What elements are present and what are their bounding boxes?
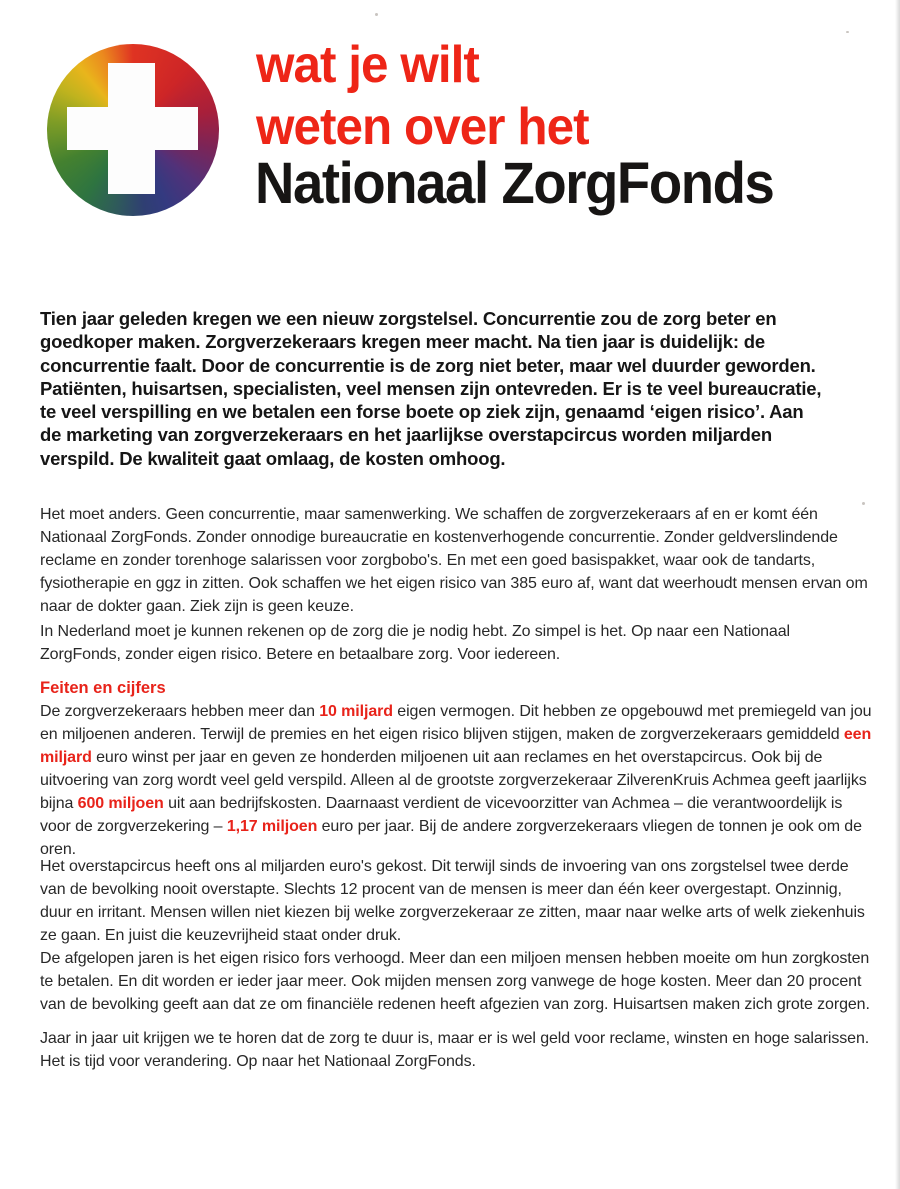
paragraph-eigen-risico: De afgelopen jaren is het eigen risico fors verhoogd. Meer dan een miljoen mensen hebben moeite om hun zorgkosten te betalen. En dit worden er ieder jaar meer. Ook mijden mensen zorg vanwege de hoge kosten. Meer dan 20 procent van de bevolking geeft aan dat ze om financiële redenen heeft afgezien van zorg. Huisartsen maken zich grote zorgen. — [40, 950, 870, 1013]
facts-text-segment: eigen vermogen. Dit hebben ze opgebouwd met premiegeld van jou en miljoenen anderen. Terwijl de premies en het eigen risico blijven stijgen, maken de zorgverzekeraars gemiddeld — [40, 703, 872, 743]
intro-paragraph: Tien jaar geleden kregen we een nieuw zorgstelsel. Concurrentie zou de zorg beter en goedkoper maken. Zorgverzekeraars kregen meer macht. Na tien jaar is duidelijk: de concurrentie faalt. Door de concurrentie is de zorg niet beter, maar wel duurder geworden. Patiënten, huisartsen, specialisten, veel mensen zijn ontevreden. Er is te veel bureaucratie, te veel verspilling en we betalen een forse boete op ziek zijn, genaamd ‘eigen risico’. Aan de marketing van zorgverzekeraars en het jaarlijkse overstapcircus worden miljarden verspild. De kwaliteit gaat omlaag, de kosten omhoog. — [40, 308, 822, 469]
paragraph-slot: Jaar in jaar uit krijgen we te horen dat de zorg te duur is, maar er is wel geld voor reclame, winsten en hoge salarissen. Het is tijd voor verandering. Op naar het Nationaal ZorgFonds. — [40, 1030, 870, 1070]
header-tagline-line1: wat je wilt — [256, 36, 479, 94]
nationaal-zorgfonds-logo-icon — [47, 44, 219, 216]
page-title: Nationaal ZorgFonds — [255, 151, 774, 216]
paragraph-facts-figures — [40, 700, 873, 861]
scan-speck — [846, 31, 849, 33]
facts-highlight-117-miljoen: 1,17 miljoen — [226, 818, 318, 835]
facts-text-segment: euro winst per jaar en geven ze honderden miljoenen uit aan reclames en het overstapcircus. Ook bij de uitvoering van zorg wordt veel geld verspild. Alleen al de grootste zorgverzekeraar ZilverenKruis Achmea geeft jaarlijks bijna — [40, 749, 867, 812]
paragraph-het-moet-anders: Het moet anders. Geen concurrentie, maar samenwerking. We schaffen de zorgverzekeraars af en er komt één Nationaal ZorgFonds. Zonder onnodige bureaucratie en kostenverhogende concurrentie. Zonder geldverslindende reclame en zonder torenhoge salarissen voor zorgbobo's. En met een goed basispakket, waar ook de tandarts, fysiotherapie en ggz in zitten. Ook schaffen we het eigen risico van 385 euro af, want dat weerhoudt mensen ervan om naar de dokter gaan. Ziek zijn is geen keuze. — [40, 506, 868, 615]
facts-section-heading: Feiten en cijfers — [40, 679, 166, 697]
facts-text-segment: euro per jaar. Bij de andere zorgverzekeraars vliegen de tonnen je ook om de oren. — [40, 818, 862, 858]
medical-cross-icon — [67, 107, 198, 150]
scan-speck — [375, 13, 378, 16]
facts-highlight-10-miljard: 10 miljard — [319, 703, 393, 720]
scan-edge-shadow — [895, 0, 900, 1189]
facts-text-segment: De zorgverzekeraars hebben meer dan — [40, 703, 320, 720]
facts-text-segment: uit aan bedrijfskosten. Daarnaast verdient de vicevoorzitter van Achmea – die verantwoordelijk is voor de zorgverzekering – — [40, 795, 843, 835]
facts-highlight-600-miljoen: 600 miljoen — [77, 795, 164, 812]
paragraph-overstapcircus: Het overstapcircus heeft ons al miljarden euro's gekost. Dit terwijl sinds de invoering van ons zorgstelsel twee derde van de bevolking nooit overstapte. Slechts 12 procent van de mensen is meer dan één keer overgestapt. Onzinnig, duur en irritant. Mensen willen niet kiezen bij welke zorgverzekeraar ze zitten, maar naar welke arts of welk ziekenhuis ze gaan. En juist die keuzevrijheid staat onder druk. — [40, 858, 865, 944]
facts-highlight-een-miljard: een miljard — [40, 726, 872, 766]
paragraph-in-nederland: In Nederland moet je kunnen rekenen op de zorg die je nodig hebt. Zo simpel is het. Op naar een Nationaal ZorgFonds, zonder eigen risico. Betere en betaalbare zorg. Voor iedereen. — [40, 623, 790, 663]
header-tagline-line2: weten over het — [256, 98, 589, 156]
scan-speck — [862, 502, 865, 505]
